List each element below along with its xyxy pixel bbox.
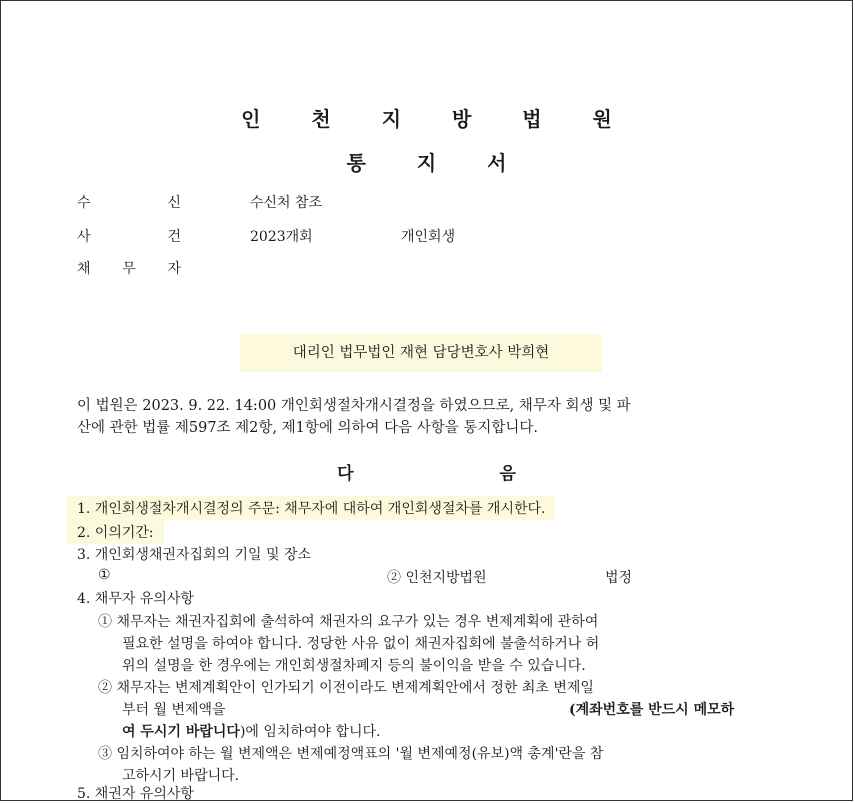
item-5: 5. 채권자 유의사항	[77, 786, 194, 802]
item-2: 2. 이의기간:	[67, 520, 164, 544]
item-4-1-line-2: 필요한 설명을 하여야 합니다. 정당한 사유 없이 채권자집회에 불출석하거나 허	[122, 636, 600, 652]
item-3: 3. 개인회생채권자집회의 기일 및 장소	[77, 547, 312, 563]
item-4-1-line-3: 위의 설명을 한 경우에는 개인회생절차폐지 등의 불이익을 받을 수 있습니다.	[122, 658, 586, 674]
case-type: 개인회생	[401, 229, 456, 245]
item-4-2-line-1: ② 채무자는 변제계획안이 인가되기 이전이라도 변제계획안에서 정한 최초 변제일	[98, 680, 594, 696]
item-4-2-line-2: 부터 월 변제액을	[122, 702, 226, 718]
court-name: 인 천 지 방 법 원	[241, 107, 634, 131]
document-title: 통 지 서	[346, 151, 529, 175]
item-4-3-line-1: ③ 임치하여야 하는 월 변제액은 변제예정액표의 '월 변제예정(유보)액 총계'란을 참	[98, 746, 604, 762]
item-3-sub-1: ①	[98, 567, 111, 583]
item-4-2-line-3	[122, 721, 380, 741]
item-4: 4. 채무자 유의사항	[77, 591, 194, 607]
recipient-label: 수 신	[77, 195, 181, 211]
item-3-sub-3: 법정	[605, 570, 633, 586]
item-4-2-line-2-bold: (계좌번호를 반드시 메모하	[569, 702, 735, 718]
item-4-2-line-3-bold: 여 두시기 바랍니다	[122, 724, 240, 740]
debtor-label: 채 무 자	[77, 261, 181, 277]
item-1: 1. 개인회생절차개시결정의 주문: 채무자에 대하여 개인회생절차를 개시한다.	[67, 496, 555, 520]
item-3-sub-2: ② 인천지방법원	[387, 570, 487, 586]
item-4-2-line-3-rest: )에 임치하여야 합니다.	[239, 724, 381, 740]
item-4-3-line-2: 고하시기 바랍니다.	[122, 768, 240, 784]
intro-line-1: 이 법원은 2023. 9. 22. 14:00 개인회생절차개시결정을 하였으므로, 채무자 회생 및 파	[77, 398, 631, 414]
recipient-value: 수신처 참조	[250, 195, 323, 211]
section-title: 다 음	[337, 464, 586, 484]
intro-line-2: 산에 관한 법률 제597조 제2항, 제1항에 의하여 다음 사항을 통지합니다.	[77, 420, 539, 436]
representative: 대리인 법무법인 재현 담당변호사 박희현	[240, 334, 602, 372]
case-label: 사 건	[77, 229, 181, 245]
case-number: 2023개회	[250, 229, 313, 245]
item-4-1-line-1: ① 채무자는 채권자집회에 출석하여 채권자의 요구가 있는 경우 변제계획에 관하여	[98, 614, 599, 630]
